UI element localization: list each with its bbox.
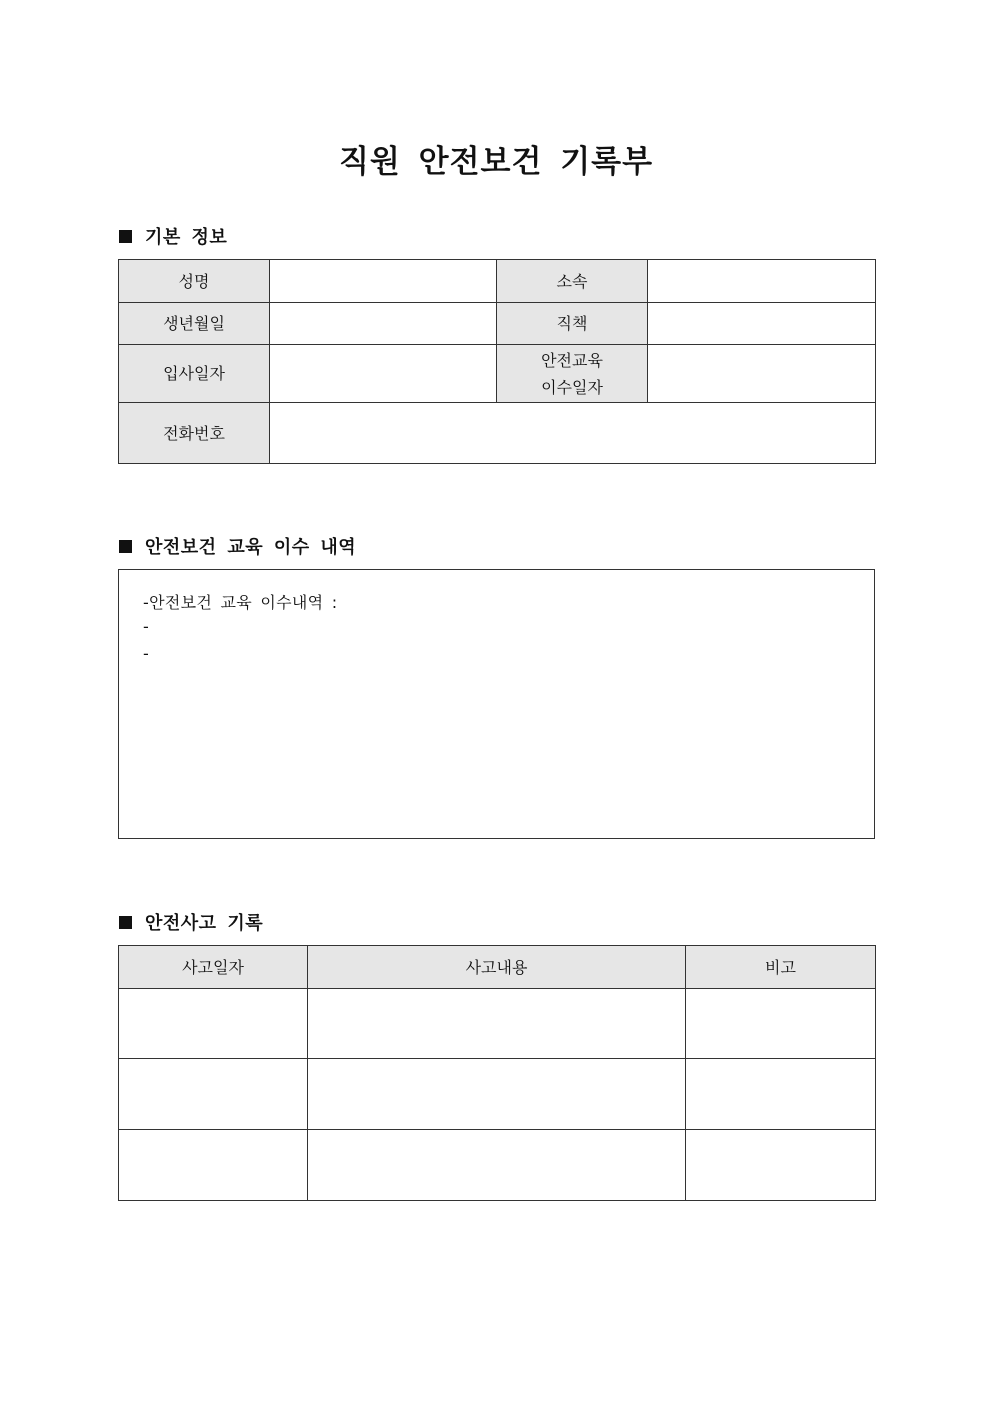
cell-accident-details[interactable] [308, 1059, 686, 1130]
label-training-date [497, 345, 648, 403]
page-title: 직원 안전보건 기록부 [338, 144, 654, 180]
column-header-accident-date: 사고일자 [119, 946, 308, 989]
cell-accident-details[interactable] [308, 989, 686, 1059]
cell-remarks[interactable] [686, 1130, 876, 1201]
cell-accident-details[interactable] [308, 1130, 686, 1201]
accident-record-table [118, 945, 876, 1201]
section-heading-text: 안전사고 기록 [145, 913, 264, 934]
square-bullet-icon [119, 230, 132, 243]
label-birth-date: 생년월일 [119, 303, 270, 345]
cell-accident-date[interactable] [119, 989, 308, 1059]
square-bullet-icon [119, 540, 132, 553]
value-hire-date[interactable] [270, 345, 497, 403]
label-training-date-line2: 이수일자 [541, 377, 603, 397]
education-line-1: -안전보건 교육 이수내역 : [143, 593, 338, 612]
label-training-date-line1: 안전교육 [541, 350, 603, 370]
table-row [119, 1059, 876, 1130]
column-header-remarks: 비고 [686, 946, 876, 989]
education-line-2: - [143, 617, 150, 636]
label-phone: 전화번호 [119, 403, 270, 464]
label-name: 성명 [119, 260, 270, 303]
label-department: 소속 [497, 260, 648, 303]
column-header-accident-details: 사고내용 [308, 946, 686, 989]
section-heading-text: 기본 정보 [145, 227, 228, 248]
value-name[interactable] [270, 260, 497, 303]
label-position: 직책 [497, 303, 648, 345]
square-bullet-icon [119, 916, 132, 929]
section-heading-basic-info [119, 223, 227, 249]
value-phone[interactable] [270, 403, 876, 464]
value-training-date[interactable] [648, 345, 876, 403]
basic-info-table [118, 259, 876, 464]
value-birth-date[interactable] [270, 303, 497, 345]
value-department[interactable] [648, 260, 876, 303]
value-position[interactable] [648, 303, 876, 345]
section-heading-accidents [119, 909, 263, 935]
section-heading-text: 안전보건 교육 이수 내역 [145, 537, 357, 558]
table-row [119, 989, 876, 1059]
cell-accident-date[interactable] [119, 1059, 308, 1130]
cell-accident-date[interactable] [119, 1130, 308, 1201]
education-record-box[interactable] [118, 569, 875, 839]
label-hire-date: 입사일자 [119, 345, 270, 403]
section-heading-education [119, 533, 356, 559]
education-line-3: - [143, 644, 150, 663]
cell-remarks[interactable] [686, 1059, 876, 1130]
cell-remarks[interactable] [686, 989, 876, 1059]
table-row [119, 1130, 876, 1201]
